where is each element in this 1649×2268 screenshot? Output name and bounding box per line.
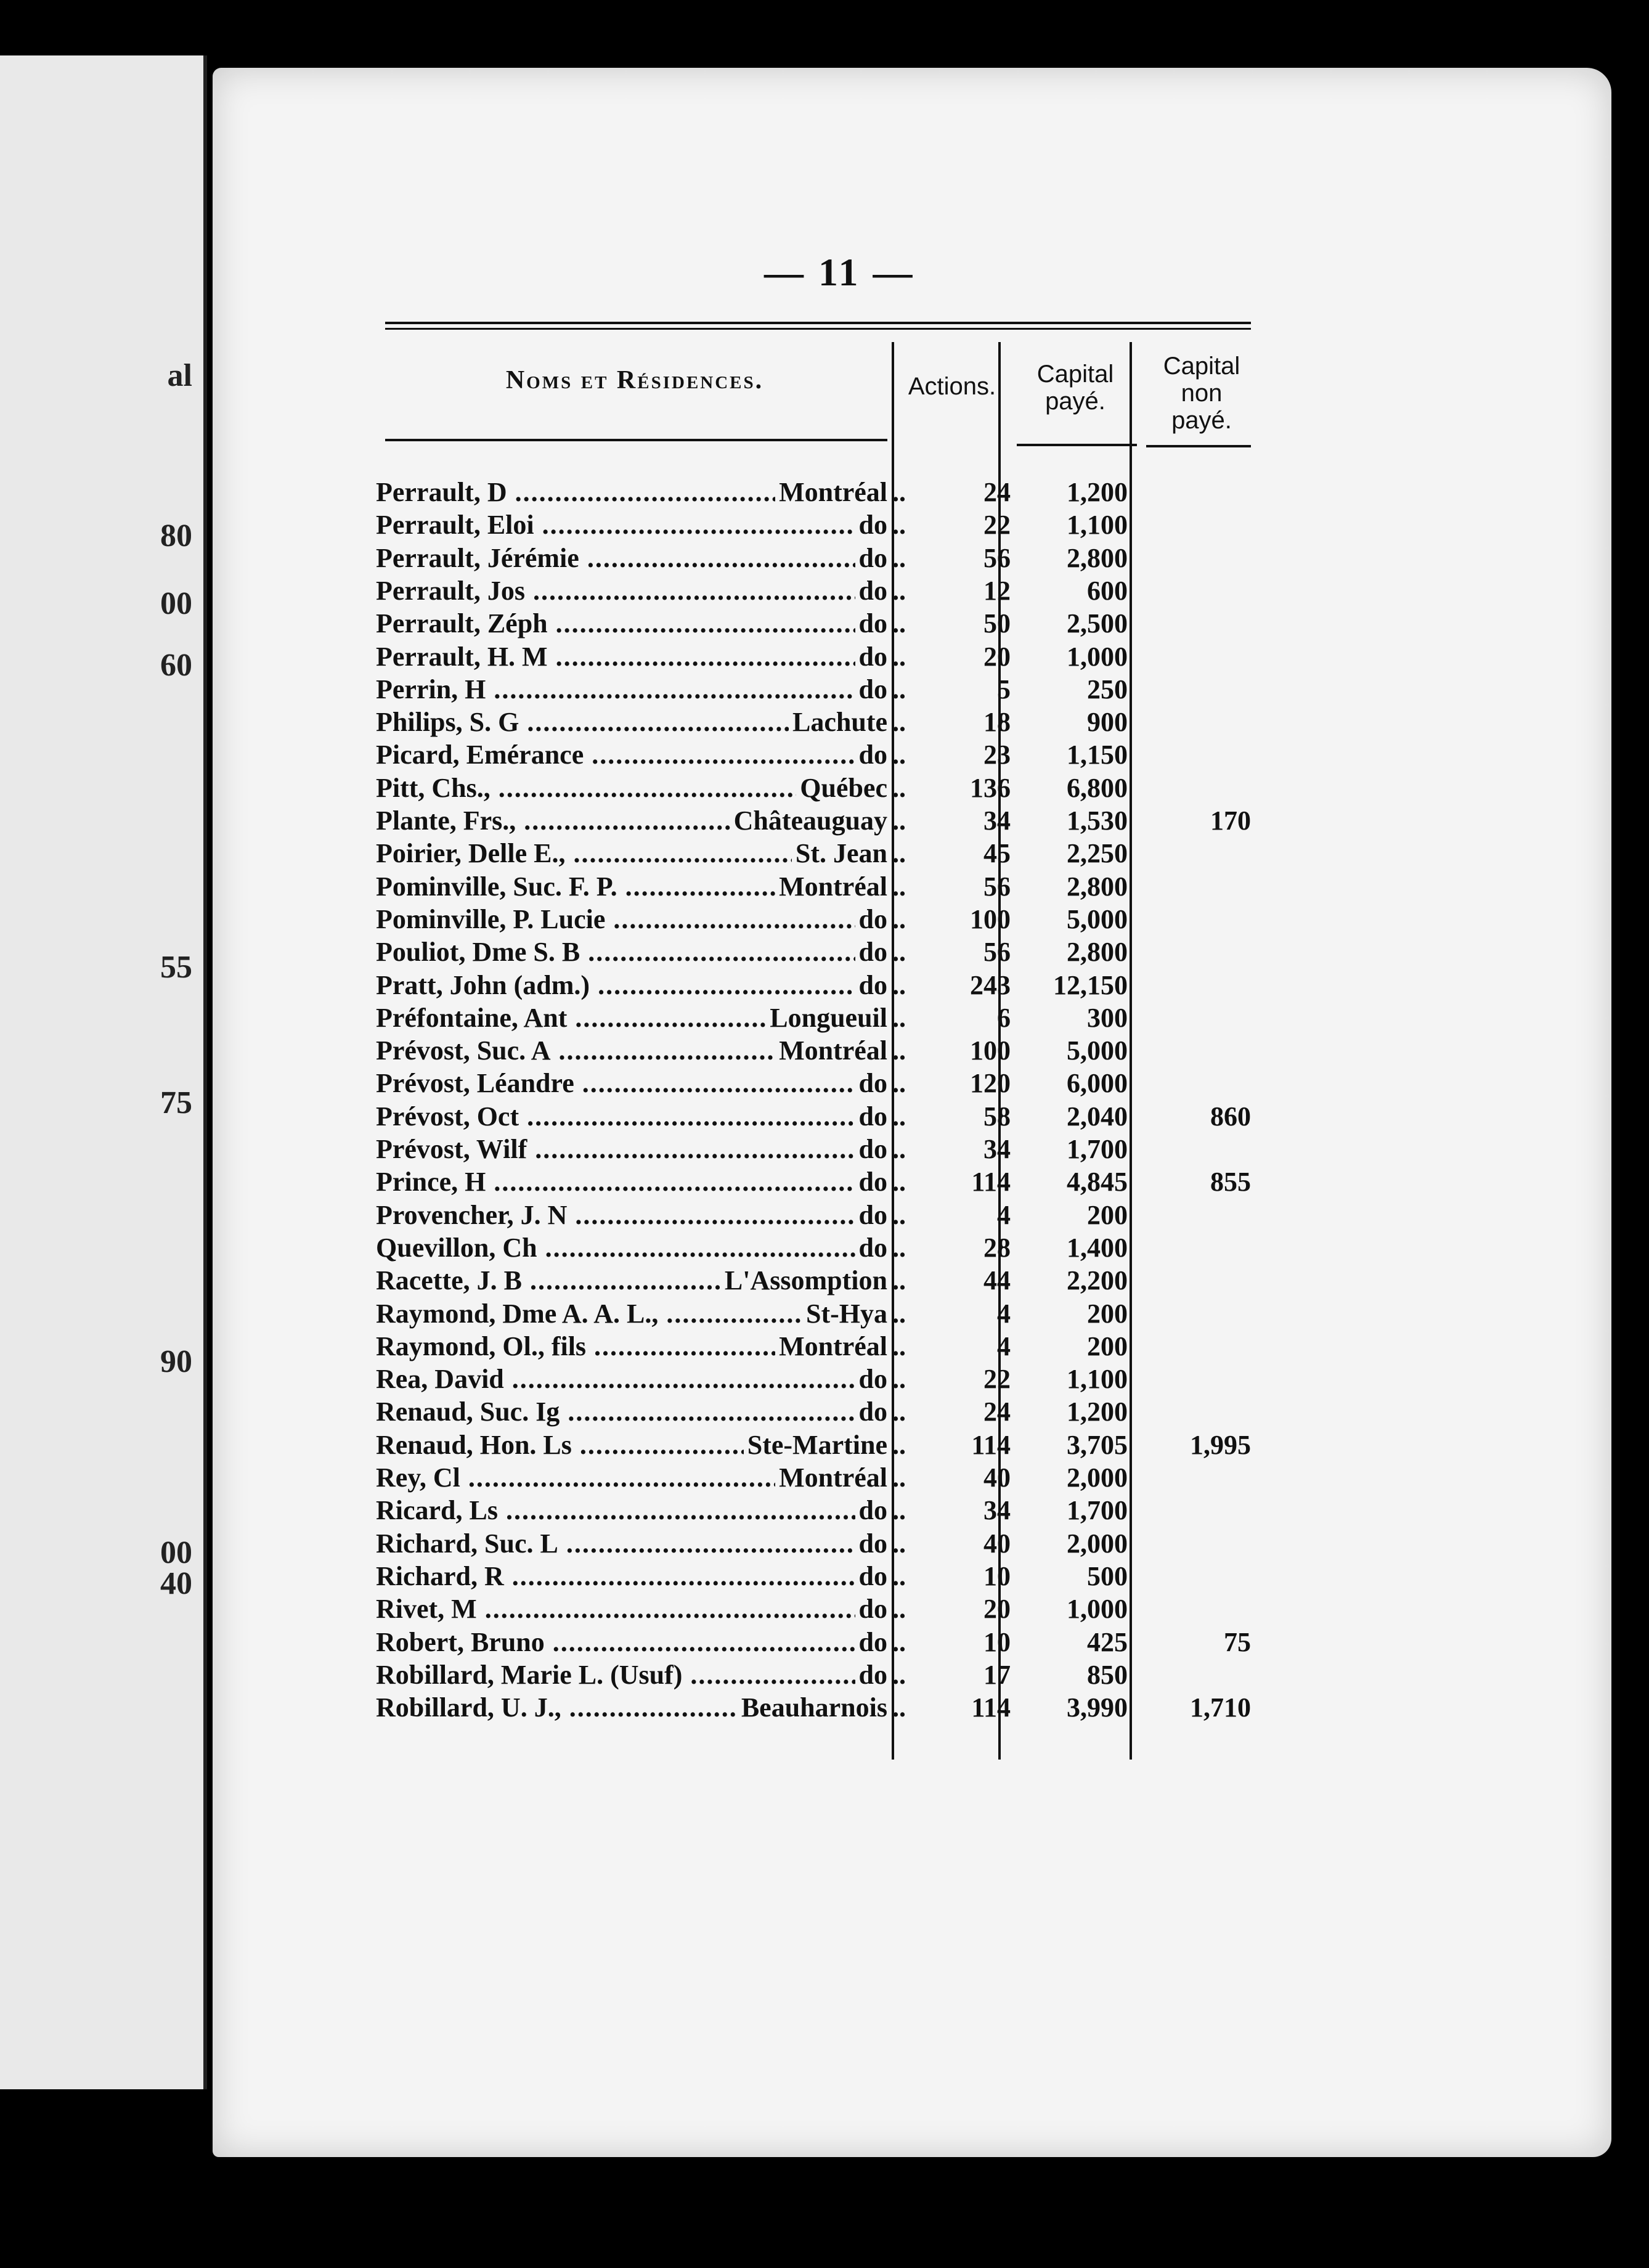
- leader-dots: ..: [892, 477, 906, 507]
- table-row: [376, 772, 1263, 804]
- cell-residence: do: [855, 738, 887, 771]
- left-page-fragment: 00: [160, 586, 192, 621]
- cell-name: Plante, Frs., .....: [376, 804, 887, 837]
- leader-dots: ..: [892, 904, 906, 934]
- cell-residence: Ste-Martine: [744, 1429, 887, 1461]
- cell-actions: 114: [971, 1692, 1011, 1723]
- cell-residence: Longueuil: [766, 1001, 887, 1034]
- cell-capital-non-paye: 860: [1210, 1101, 1251, 1132]
- cell-name: Richard, R .....: [376, 1560, 887, 1593]
- cell-capital-paye: 850: [1087, 1659, 1128, 1690]
- table-row: [376, 1363, 1263, 1395]
- cell-residence: Lachute: [789, 706, 887, 738]
- table-row: [376, 1461, 1263, 1494]
- cell-actions: 56: [983, 542, 1011, 573]
- cell-capital-paye: 5,000: [1067, 904, 1128, 934]
- cell-residence: do: [855, 673, 887, 706]
- cell-residence: do: [855, 607, 887, 640]
- cell-capital-paye: 12,150: [1053, 969, 1128, 1000]
- cell-actions: 10: [983, 1560, 1011, 1591]
- cell-capital-paye: 250: [1087, 674, 1128, 704]
- table-row: [376, 804, 1263, 837]
- cell-actions: 4: [997, 1199, 1011, 1230]
- leader-dots: ..: [892, 1528, 906, 1559]
- table-row: [376, 1593, 1263, 1625]
- cell-residence: Châteauguay: [730, 804, 887, 837]
- cell-name: Rea, David .....: [376, 1363, 887, 1395]
- cell-actions: 100: [970, 1035, 1011, 1066]
- leader-dots: ..: [892, 707, 906, 738]
- cell-capital-paye: 2,000: [1067, 1462, 1128, 1493]
- cell-actions: 22: [983, 1364, 1011, 1395]
- cell-name: Provencher, J. N .....: [376, 1199, 887, 1231]
- cell-name: Raymond, Ol., fils .....: [376, 1330, 887, 1363]
- cell-name: Pitt, Chs., .....: [376, 772, 887, 804]
- cell-actions: 4: [997, 1298, 1011, 1329]
- left-page-fragment: 60: [160, 648, 192, 683]
- leader-dots: ..: [892, 1429, 906, 1460]
- header-line: Capital: [1036, 361, 1114, 388]
- leader-dots: ..: [892, 1068, 906, 1099]
- cell-residence: do: [855, 640, 887, 673]
- leader-dots: ..: [892, 608, 906, 639]
- page-number: — 11 —: [764, 250, 915, 294]
- cell-name: Robert, Bruno .....: [376, 1626, 887, 1658]
- cell-name: Robillard, U. J., .....: [376, 1691, 887, 1724]
- leader-dots: ..: [892, 1265, 906, 1296]
- table-row: [376, 936, 1263, 968]
- leader-dots: ..: [892, 838, 906, 869]
- cell-capital-paye: 1,400: [1067, 1232, 1128, 1263]
- table-row: [376, 1658, 1263, 1691]
- cell-name: Prévost, Oct .....: [376, 1100, 887, 1133]
- cell-residence: do: [855, 1199, 887, 1231]
- cell-capital-paye: 200: [1087, 1298, 1128, 1329]
- cell-actions: 40: [983, 1528, 1011, 1559]
- leader-dots: ..: [892, 1594, 906, 1625]
- table-row: [376, 607, 1263, 640]
- cell-name: Perrault, Jérémie .....: [376, 542, 887, 574]
- table-row: [376, 1165, 1263, 1198]
- table-row: [376, 1330, 1263, 1363]
- cell-residence: do: [855, 1363, 887, 1395]
- header-underline: [385, 439, 887, 441]
- cell-capital-paye: 3,705: [1067, 1429, 1128, 1460]
- cell-residence: do: [855, 542, 887, 574]
- cell-capital-paye: 2,500: [1067, 608, 1128, 639]
- cell-capital-paye: 1,000: [1067, 1594, 1128, 1625]
- table-row: [376, 476, 1263, 508]
- cell-actions: 114: [971, 1167, 1011, 1197]
- cell-capital-paye: 425: [1087, 1626, 1128, 1657]
- cell-residence: L'Assomption: [721, 1264, 887, 1297]
- cell-actions: 6: [997, 1002, 1011, 1033]
- table-row: [376, 1560, 1263, 1593]
- column-header-actions: Actions.: [908, 373, 996, 400]
- leader-dots: ..: [892, 969, 906, 1000]
- table-row: [376, 1100, 1263, 1133]
- table-row: [376, 574, 1263, 607]
- leader-dots: ..: [892, 1167, 906, 1197]
- cell-capital-paye: 500: [1087, 1560, 1128, 1591]
- cell-name: Rivet, M .....: [376, 1593, 887, 1625]
- leader-dots: ..: [892, 1659, 906, 1690]
- cell-actions: 5: [997, 674, 1011, 704]
- cell-actions: 100: [970, 904, 1011, 934]
- cell-residence: do: [855, 1560, 887, 1593]
- table-row: [376, 673, 1263, 706]
- leader-dots: ..: [892, 1101, 906, 1132]
- cell-residence: do: [855, 1395, 887, 1428]
- cell-capital-paye: 600: [1087, 575, 1128, 606]
- cell-name: Picard, Emérance .....: [376, 738, 887, 771]
- cell-name: Prince, H .....: [376, 1165, 887, 1198]
- cell-capital-paye: 2,040: [1067, 1101, 1128, 1132]
- cell-capital-paye: 4,845: [1067, 1167, 1128, 1197]
- table-row: [376, 738, 1263, 771]
- cell-capital-non-paye: 75: [1224, 1626, 1251, 1657]
- table-row: [376, 1067, 1263, 1099]
- left-page-fragment: al: [167, 358, 192, 393]
- cell-actions: 24: [983, 1397, 1011, 1427]
- cell-name: Pominville, Suc. F. P. .....: [376, 870, 887, 903]
- cell-name: Rey, Cl .....: [376, 1461, 887, 1494]
- table-row: [376, 1527, 1263, 1560]
- cell-actions: 10: [983, 1626, 1011, 1657]
- leader-dots: ..: [892, 1495, 906, 1526]
- header-underline: [1017, 444, 1137, 446]
- cell-name: Perrault, H. M .....: [376, 640, 887, 673]
- cell-name: Quevillon, Ch .....: [376, 1231, 887, 1264]
- cell-residence: do: [855, 1527, 887, 1560]
- cell-name: Racette, J. B .....: [376, 1264, 887, 1297]
- cell-name: Prévost, Suc. A .....: [376, 1034, 887, 1067]
- leader-dots: ..: [892, 1134, 906, 1164]
- table-row: [376, 1429, 1263, 1461]
- table-row: [376, 640, 1263, 673]
- cell-actions: 40: [983, 1462, 1011, 1493]
- cell-residence: Montréal: [775, 870, 887, 903]
- cell-actions: 136: [970, 772, 1011, 803]
- cell-name: Philips, S. G .....: [376, 706, 887, 738]
- left-page-fragment: 00: [160, 1535, 192, 1570]
- cell-actions: 44: [983, 1265, 1011, 1296]
- table-row: [376, 903, 1263, 936]
- cell-capital-paye: 200: [1087, 1331, 1128, 1361]
- cell-name: Pouliot, Dme S. B .....: [376, 936, 887, 968]
- leader-dots: ..: [892, 871, 906, 902]
- cell-capital-non-paye: 1,710: [1190, 1692, 1251, 1723]
- cell-residence: St. Jean: [792, 837, 887, 870]
- cell-residence: do: [855, 903, 887, 936]
- cell-capital-paye: 5,000: [1067, 1035, 1128, 1066]
- cell-residence: do: [855, 1231, 887, 1264]
- cell-residence: do: [855, 1626, 887, 1658]
- cell-capital-paye: 6,800: [1067, 772, 1128, 803]
- cell-name: Perrault, Jos .....: [376, 574, 887, 607]
- cell-actions: 4: [997, 1331, 1011, 1361]
- leader-dots: ..: [892, 1626, 906, 1657]
- header-line: payé.: [1171, 407, 1232, 434]
- table-row: [376, 1199, 1263, 1231]
- cell-name: Prévost, Wilf .....: [376, 1133, 887, 1165]
- cell-actions: 23: [983, 740, 1011, 770]
- cell-name: Perrault, Zéph .....: [376, 607, 887, 640]
- cell-name: Renaud, Suc. Ig .....: [376, 1395, 887, 1428]
- table-row: [376, 1626, 1263, 1658]
- cell-name: Poirier, Delle E., .....: [376, 837, 887, 870]
- cell-actions: 34: [983, 1495, 1011, 1526]
- leader-dots: ..: [892, 1199, 906, 1230]
- cell-name: Ricard, Ls .....: [376, 1494, 887, 1527]
- cell-capital-paye: 2,000: [1067, 1528, 1128, 1559]
- cell-residence: do: [855, 936, 887, 968]
- table-row: [376, 1691, 1263, 1724]
- cell-actions: 50: [983, 608, 1011, 639]
- table-row: [376, 1133, 1263, 1165]
- cell-actions: 17: [983, 1659, 1011, 1690]
- table-row: [376, 837, 1263, 870]
- leader-dots: ..: [892, 1364, 906, 1395]
- cell-capital-paye: 2,800: [1067, 871, 1128, 902]
- cell-capital-paye: 200: [1087, 1199, 1128, 1230]
- cell-actions: 56: [983, 937, 1011, 968]
- leader-dots: ..: [892, 740, 906, 770]
- table-row: [376, 508, 1263, 541]
- table-row: [376, 1001, 1263, 1034]
- cell-actions: 58: [983, 1101, 1011, 1132]
- cell-actions: 243: [970, 969, 1011, 1000]
- cell-capital-paye: 3,990: [1067, 1692, 1128, 1723]
- cell-actions: 12: [983, 575, 1011, 606]
- cell-actions: 18: [983, 707, 1011, 738]
- left-page-fragment: 80: [160, 518, 192, 553]
- cell-capital-non-paye: 1,995: [1190, 1429, 1251, 1460]
- cell-capital-paye: 1,200: [1067, 1397, 1128, 1427]
- cell-capital-paye: 300: [1087, 1002, 1128, 1033]
- adjacent-page-edge: [0, 55, 207, 2089]
- table-row: [376, 969, 1263, 1001]
- cell-capital-paye: 2,800: [1067, 542, 1128, 573]
- cell-name: Préfontaine, Ant .....: [376, 1001, 887, 1034]
- column-header-names: Noms et Résidences.: [505, 366, 764, 394]
- cell-capital-paye: 2,800: [1067, 937, 1128, 968]
- cell-residence: do: [855, 1067, 887, 1099]
- cell-capital-paye: 900: [1087, 707, 1128, 738]
- table-row: [376, 542, 1263, 574]
- header-line: Capital: [1163, 353, 1240, 380]
- cell-capital-non-paye: 170: [1210, 806, 1251, 836]
- leader-dots: ..: [892, 1560, 906, 1591]
- cell-residence: do: [855, 1658, 887, 1691]
- cell-actions: 45: [983, 838, 1011, 869]
- table-row: [376, 1395, 1263, 1428]
- cell-residence: do: [855, 574, 887, 607]
- cell-name: Prévost, Léandre .....: [376, 1067, 887, 1099]
- left-page-fragment: 75: [160, 1085, 192, 1120]
- cell-name: Pratt, John (adm.) .....: [376, 969, 887, 1001]
- cell-residence: Québec: [796, 772, 887, 804]
- cell-name: Richard, Suc. L .....: [376, 1527, 887, 1560]
- cell-name: Pominville, P. Lucie .....: [376, 903, 887, 936]
- cell-residence: Montréal: [775, 1034, 887, 1067]
- column-header-capital-non-paye: [1143, 353, 1260, 434]
- table-row: [376, 1297, 1263, 1330]
- cell-actions: 114: [971, 1429, 1011, 1460]
- leader-dots: ..: [892, 641, 906, 672]
- cell-capital-paye: 1,100: [1067, 510, 1128, 540]
- leader-dots: ..: [892, 542, 906, 573]
- leader-dots: ..: [892, 772, 906, 803]
- leader-dots: ..: [892, 510, 906, 540]
- leader-dots: ..: [892, 1462, 906, 1493]
- left-page-fragment: 55: [160, 950, 192, 985]
- leader-dots: ..: [892, 674, 906, 704]
- cell-capital-paye: 2,200: [1067, 1265, 1128, 1296]
- cell-residence: Montréal: [775, 476, 887, 508]
- cell-name: Raymond, Dme A. A. L., .....: [376, 1297, 887, 1330]
- leader-dots: ..: [892, 1232, 906, 1263]
- cell-capital-paye: 1,700: [1067, 1495, 1128, 1526]
- cell-capital-paye: 1,100: [1067, 1364, 1128, 1395]
- cell-residence: Beauharnois: [738, 1691, 887, 1724]
- cell-residence: do: [855, 1165, 887, 1198]
- cell-capital-paye: 2,250: [1067, 838, 1128, 869]
- header-line: payé.: [1045, 388, 1105, 415]
- leader-dots: ..: [892, 1331, 906, 1361]
- leader-dots: ..: [892, 1692, 906, 1723]
- cell-actions: 20: [983, 641, 1011, 672]
- cell-actions: 34: [983, 1134, 1011, 1164]
- header-line: non: [1181, 380, 1223, 407]
- cell-actions: 22: [983, 510, 1011, 540]
- cell-name: Robillard, Marie L. (Usuf) .....: [376, 1658, 887, 1691]
- cell-actions: 56: [983, 871, 1011, 902]
- header-double-rule: [385, 322, 1251, 324]
- cell-actions: 20: [983, 1594, 1011, 1625]
- cell-residence: do: [855, 969, 887, 1001]
- cell-actions: 120: [970, 1068, 1011, 1099]
- column-header-capital-paye: [1017, 361, 1134, 415]
- table-row: [376, 1034, 1263, 1067]
- cell-name: Perrin, H .....: [376, 673, 887, 706]
- cell-residence: St-Hya: [802, 1297, 887, 1330]
- header-double-rule: [385, 328, 1251, 330]
- left-page-fragment: 90: [160, 1344, 192, 1379]
- cell-capital-non-paye: 855: [1210, 1167, 1251, 1197]
- table-row: [376, 1264, 1263, 1297]
- table-row: [376, 1231, 1263, 1264]
- cell-capital-paye: 6,000: [1067, 1068, 1128, 1099]
- cell-residence: Montréal: [775, 1330, 887, 1363]
- cell-capital-paye: 1,150: [1067, 740, 1128, 770]
- cell-name: Perrault, D .....: [376, 476, 887, 508]
- cell-residence: do: [855, 1494, 887, 1527]
- leader-dots: ..: [892, 806, 906, 836]
- cell-residence: do: [855, 1133, 887, 1165]
- leader-dots: ..: [892, 1002, 906, 1033]
- leader-dots: ..: [892, 1035, 906, 1066]
- leader-dots: ..: [892, 575, 906, 606]
- table-row: [376, 1494, 1263, 1527]
- table-row: [376, 870, 1263, 903]
- cell-capital-paye: 1,000: [1067, 641, 1128, 672]
- leader-dots: ..: [892, 1298, 906, 1329]
- cell-capital-paye: 1,200: [1067, 477, 1128, 507]
- left-page-fragment: 40: [160, 1566, 192, 1601]
- cell-capital-paye: 1,530: [1067, 806, 1128, 836]
- cell-residence: Montréal: [775, 1461, 887, 1494]
- leader-dots: ..: [892, 1397, 906, 1427]
- header-underline: [1146, 445, 1251, 447]
- leader-dots: ..: [892, 937, 906, 968]
- cell-residence: do: [855, 508, 887, 541]
- cell-residence: do: [855, 1593, 887, 1625]
- cell-name: Perrault, Eloi .....: [376, 508, 887, 541]
- cell-residence: do: [855, 1100, 887, 1133]
- cell-actions: 24: [983, 477, 1011, 507]
- cell-actions: 34: [983, 806, 1011, 836]
- cell-name: Renaud, Hon. Ls .....: [376, 1429, 887, 1461]
- cell-capital-paye: 1,700: [1067, 1134, 1128, 1164]
- table-row: [376, 706, 1263, 738]
- cell-actions: 28: [983, 1232, 1011, 1263]
